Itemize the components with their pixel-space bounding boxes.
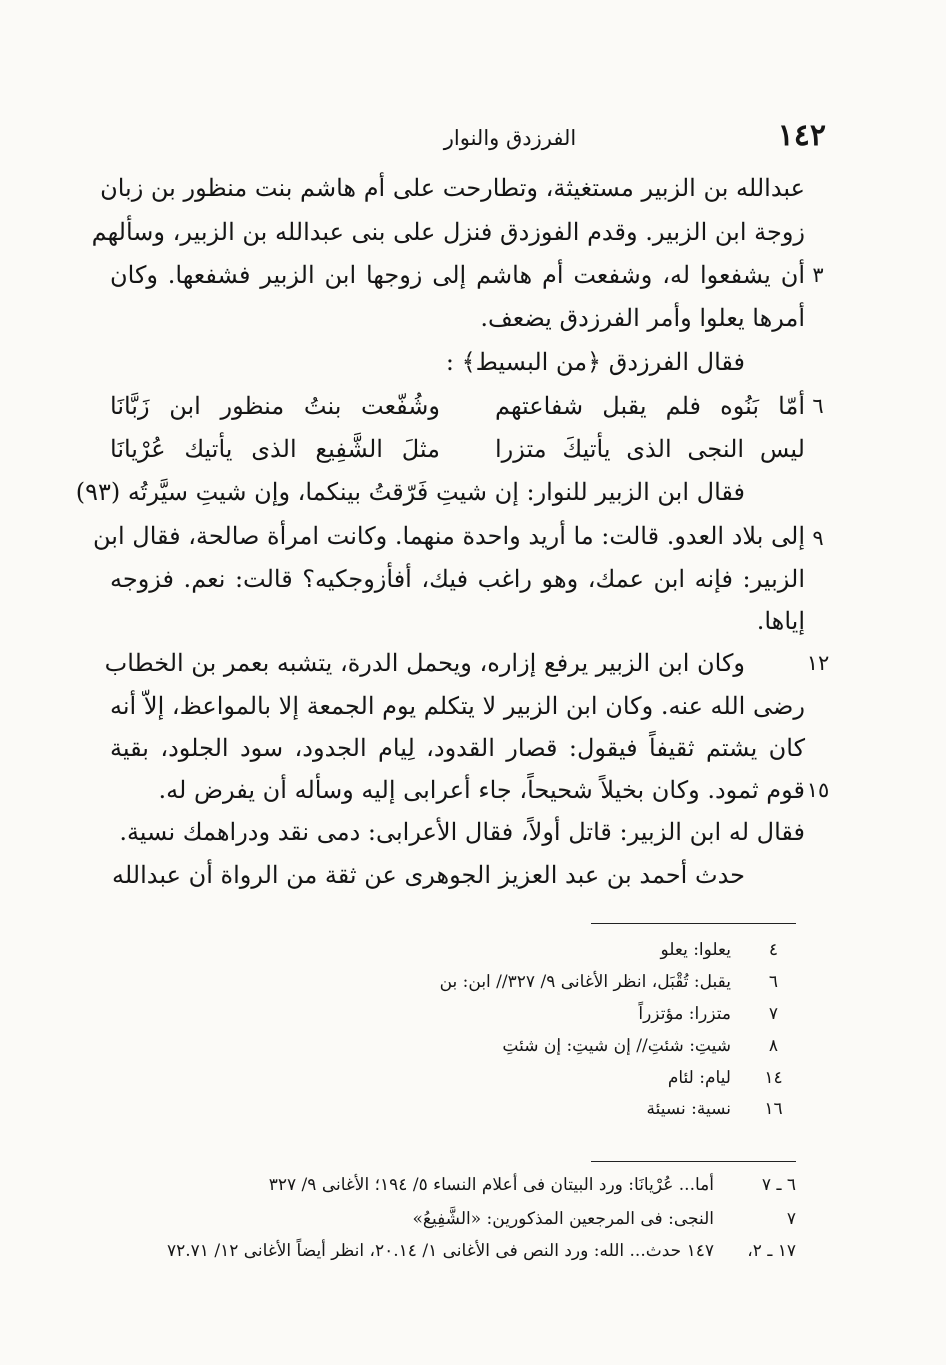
note-number: ٨ xyxy=(768,1036,779,1056)
apparatus-note xyxy=(668,1063,796,1094)
source-line-ref: ٦ ـ ٧ xyxy=(761,1175,796,1195)
apparatus-note xyxy=(440,967,796,998)
page-number: ١٤٢ xyxy=(777,118,826,153)
source-text: ١٤٧ حدث... الله: ورد النص فى الأغانى ١/ ٢٠.١٤، انظر أيضاً الأغانى ١٢/ ٧٢.٧١ xyxy=(166,1241,714,1261)
apparatus-note xyxy=(646,1094,796,1125)
line-number: ١٥ xyxy=(806,778,830,802)
text-line: رضى الله عنه. وكان ابن الزبير لا يتكلم يوم الجمعة إلا بالمواعظ، إلاّ أنه xyxy=(110,692,805,720)
text-line: فقال ابن الزبير للنوار: إن شيتِ فَرّقتُ بينكما، وإن شيتِ سيَّرتُه (٩٣) xyxy=(75,478,745,506)
verse-first-hemistich: أمّا بَنُوه فلم يقبل شفاعتهم xyxy=(495,392,805,420)
apparatus-divider xyxy=(591,923,796,924)
source-note xyxy=(110,1170,796,1200)
note-number: ٧ xyxy=(768,1004,779,1024)
text-line: حدث أحمد بن عبد العزيز الجوهرى عن ثقة من الرواة أن عبدالله xyxy=(111,861,745,889)
note-text: نسية: نسيئة xyxy=(646,1099,731,1119)
text-line: قوم ثمود. وكان بخيلاً شحيحاً، جاء أعرابى إليه وسأله أن يفرض له. xyxy=(158,776,805,804)
note-text: يقبل: تُقْبَل، انظر الأغانى ٩/ ٣٢٧// ابن: بن xyxy=(439,972,731,992)
source-line-ref: ١٧ ـ ٢، xyxy=(747,1241,796,1261)
line-number: ٣ xyxy=(812,263,824,287)
note-number: ٤ xyxy=(768,940,779,960)
text-line: زوجة ابن الزبير. وقدم الفوزدق فنزل على بنى عبدالله بن الزبير، وسألهم xyxy=(91,218,805,246)
running-title: الفرزدق والنوار xyxy=(443,126,577,150)
note-text: ليام: لئام xyxy=(667,1068,731,1088)
apparatus-note xyxy=(638,999,796,1030)
source-text: أما... عُرْيانَا: ورد البيتان فى أعلام النساء ٥/ ١٩٤؛ الأغانى ٩/ ٣٢٧ xyxy=(268,1175,714,1195)
note-number: ١٤ xyxy=(764,1068,783,1088)
text-line: أمرها يعلوا وأمر الفرزدق يضعف. xyxy=(480,304,805,332)
source-line-ref: ٧ xyxy=(786,1209,796,1229)
text-line: وكان ابن الزبير يرفع إزاره، ويحمل الدرة، يتشبه بعمر بن الخطاب xyxy=(104,649,745,677)
verse-line xyxy=(110,385,805,427)
verse-second-hemistich: مثلَ الشَّفِيع الذى يأتيك عُرْيانَا xyxy=(110,435,440,463)
text-line: إياها. xyxy=(756,607,805,635)
source-text: النجى: فى المرجعين المذكورين: «الشَّفِيعُ» xyxy=(412,1209,714,1229)
note-number: ١٦ xyxy=(764,1099,783,1119)
note-text: شيتِ: شئتِ// إن شيتِ: إن شئتِ xyxy=(502,1036,731,1056)
source-note xyxy=(110,1204,796,1234)
text-line: فقال الفرزدق ﴿من البسيط﴾ : xyxy=(445,348,745,376)
note-text: يعلوا: يعلو xyxy=(660,940,731,960)
text-line: الزبير: فإنه ابن عمك، وهو راغب فيك، أفأزوجكيه؟ قالت: نعم. فزوجه xyxy=(110,565,805,593)
text-line: كان يشتم ثقيفاً فيقول: قصار القدود، لِيام الجدود، سود الجلود، بقية xyxy=(110,734,806,762)
note-text: متزرا: مؤتزراً xyxy=(638,1004,731,1024)
sources-divider xyxy=(591,1161,796,1162)
apparatus-note xyxy=(660,935,796,966)
text-line: أن يشفعوا له، وشفعت أم هاشم إلى زوجها ابن الزبير فشفعها. وكان xyxy=(110,261,805,289)
line-number: ٦ xyxy=(812,394,824,418)
line-number: ١٢ xyxy=(806,651,830,675)
text-line: إلى بلاد العدو. قالت: ما أريد واحدة منهما. وكانت امرأة صالحة، فقال ابن xyxy=(93,522,805,550)
page-header xyxy=(110,118,826,158)
text-line: فقال له ابن الزبير: قاتل أولاً، فقال الأعرابى: دمى نقد ودراهمك نسية. xyxy=(119,818,805,846)
verse-second-hemistich: وشُفّعت بنتُ منظور ابن زَبَّانَا xyxy=(110,392,440,420)
text-line: عبدالله بن الزبير مستغيثة، وتطارحت على أم هاشم بنت منظور بن زبان xyxy=(100,174,805,202)
apparatus-note xyxy=(502,1031,796,1062)
note-number: ٦ xyxy=(768,972,779,992)
verse-line xyxy=(110,428,805,470)
line-number: ٩ xyxy=(812,526,824,550)
source-note xyxy=(110,1236,796,1266)
verse-first-hemistich: ليس النجى الذى يأتيكَ متزرا xyxy=(495,435,805,463)
